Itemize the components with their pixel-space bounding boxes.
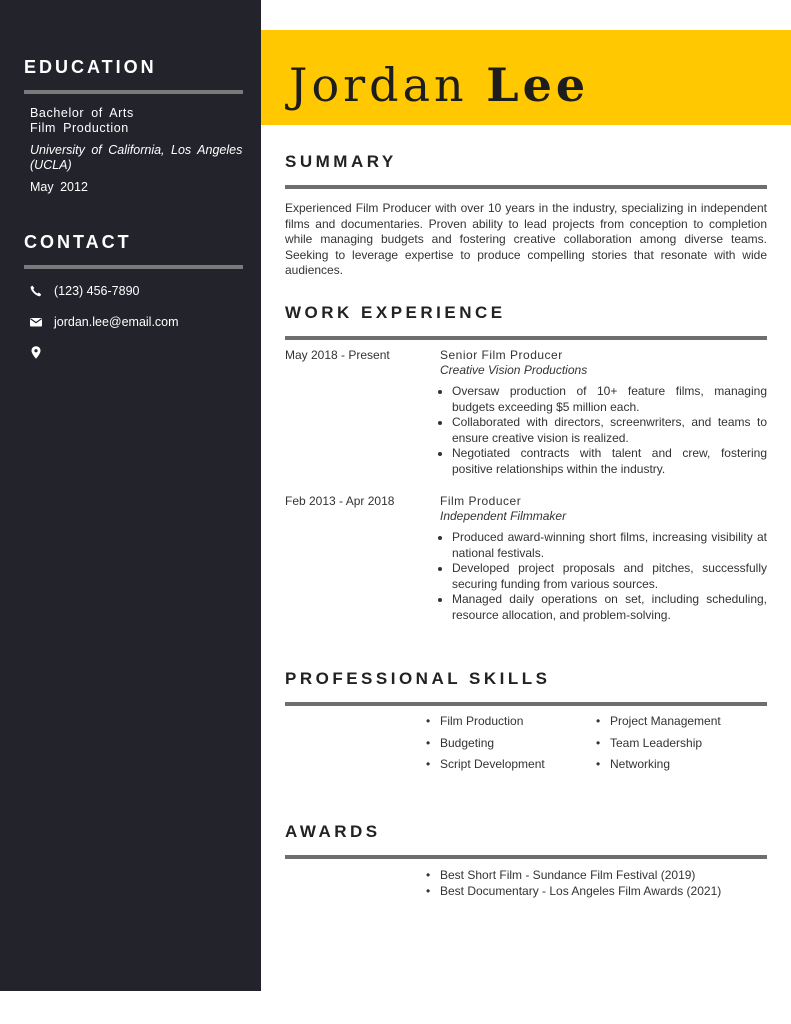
job-bullet: • Managed daily operations on set, including scheduling, resource allocation, and problem-solving.	[452, 592, 767, 623]
summary-heading: SUMMARY	[285, 152, 397, 171]
work-experience-section	[285, 303, 767, 340]
skill-item: • Script Development	[440, 757, 545, 779]
job-company: Independent Filmmaker	[440, 509, 567, 523]
skills-heading: PROFESSIONAL SKILLS	[285, 669, 551, 688]
awards-section	[285, 822, 767, 859]
location-pin-icon	[30, 346, 42, 358]
contact-phone	[30, 283, 243, 299]
graduation-date: May 2012	[30, 180, 88, 194]
summary-section	[285, 152, 767, 279]
job-dates: Feb 2013 - Apr 2018	[285, 494, 395, 508]
name-banner	[261, 30, 791, 125]
contact-email	[30, 314, 243, 330]
degree-line-2: Film Production	[30, 121, 129, 135]
phone-icon	[30, 285, 42, 297]
skill-item: • Networking	[610, 757, 721, 779]
skill-item: • Budgeting	[440, 736, 545, 758]
divider	[24, 90, 243, 94]
job-bullet: • Collaborated with directors, screenwriters, and teams to ensure creative vision is realized.	[452, 415, 767, 446]
job-bullet: • Oversaw production of 10+ feature films, managing budgets exceeding $5 million each.	[452, 384, 767, 415]
phone-number[interactable]: (123) 456-7890	[54, 284, 140, 298]
job-title: Film Producer	[440, 494, 522, 508]
job-bullets	[440, 384, 767, 478]
award-item: • Best Documentary - Los Angeles Film Awards (2021)	[440, 884, 721, 900]
job-dates: May 2018 - Present	[285, 348, 390, 362]
job-bullets	[440, 530, 767, 624]
work-experience-heading: WORK EXPERIENCE	[285, 303, 506, 322]
divider	[285, 855, 767, 859]
awards-list	[440, 868, 721, 899]
job-details	[440, 348, 767, 478]
education-heading: EDUCATION	[24, 57, 157, 77]
job-title: Senior Film Producer	[440, 348, 563, 362]
contact-section	[24, 232, 243, 360]
last-name: Lee	[486, 58, 590, 112]
divider	[285, 336, 767, 340]
divider	[285, 702, 767, 706]
email-address[interactable]: jordan.lee@email.com	[54, 315, 179, 329]
first-name: Jordan	[289, 58, 468, 112]
skills-column-left	[440, 714, 545, 779]
skill-item: • Film Production	[440, 714, 545, 736]
skills-section	[285, 669, 767, 706]
candidate-name	[289, 60, 589, 110]
degree-line-1: Bachelor of Arts	[30, 106, 134, 120]
summary-text: Experienced Film Producer with over 10 years in the industry, specializing in independent films and documentaries. Proven ability to lead projects from conception to completion while managing budgets and fostering creative collaboration among diverse teams. Seeking to leverage expertise to produce compelling stories that resonate with wide audiences.	[285, 201, 767, 278]
school-name: University of California, Los Angeles (UCLA)	[30, 143, 243, 172]
skill-item: • Project Management	[610, 714, 721, 736]
education-details	[24, 106, 243, 195]
job-bullet: • Produced award-winning short films, increasing visibility at national festivals.	[452, 530, 767, 561]
skill-item: • Team Leadership	[610, 736, 721, 758]
divider	[285, 185, 767, 189]
award-item: • Best Short Film - Sundance Film Festival (2019)	[440, 868, 721, 884]
job-details	[440, 494, 767, 624]
education-section	[24, 57, 243, 195]
job-company: Creative Vision Productions	[440, 363, 588, 377]
skills-column-right	[610, 714, 721, 779]
sidebar	[0, 0, 261, 991]
envelope-icon	[30, 316, 42, 328]
job-bullet: • Negotiated contracts with talent and crew, fostering positive relationships within the industry.	[452, 446, 767, 477]
contact-location	[30, 344, 243, 360]
contact-heading: CONTACT	[24, 232, 132, 252]
awards-heading: AWARDS	[285, 822, 381, 841]
divider	[24, 265, 243, 269]
job-bullet: • Developed project proposals and pitches, successfully securing funding from various sources.	[452, 561, 767, 592]
